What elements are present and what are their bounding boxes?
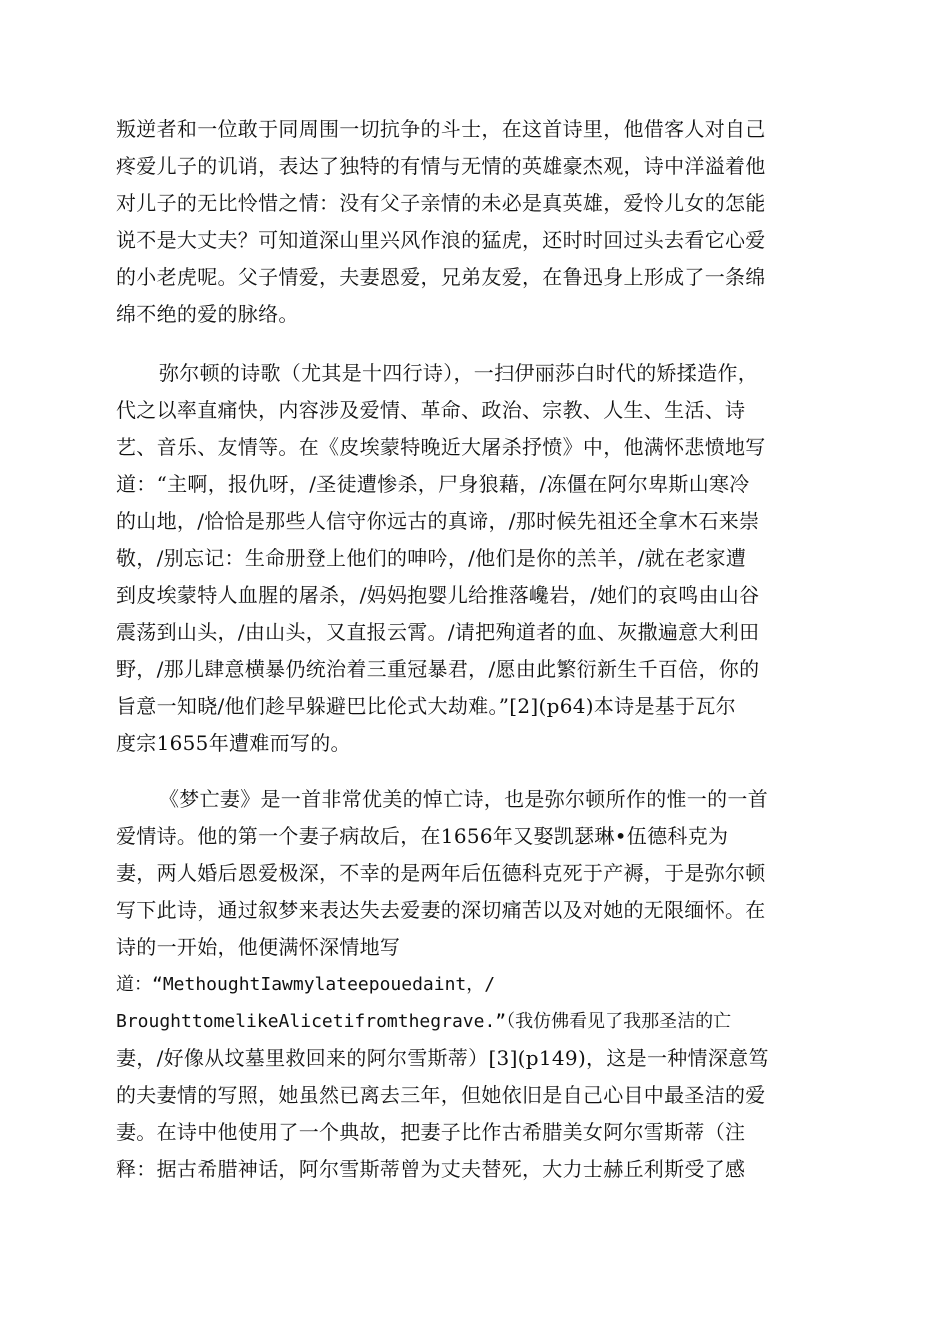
text-line: 爱情诗。他的第一个妻子病故后，在1656年又娶凯瑟琳•伍德科克为 [116,824,729,848]
text-line: 的山地，/恰恰是那些人信守你远古的真谛，/那时候先祖还全拿木石来崇 [116,509,760,533]
text-line: 道：“主啊，报仇呀，/圣徒遭惨杀，尸身狼藉，/冻僵在阿尔卑斯山寒冷 [116,472,750,496]
text-line: 到皮埃蒙特人血腥的屠杀，/妈妈抱婴儿给推落巉岩，/她们的哀鸣由山谷 [116,583,760,607]
text-line: 说不是大丈夫？可知道深山里兴风作浪的猛虎，还时时回过头去看它心爱 [116,228,766,252]
text-line: 叛逆者和一位敢于同周围一切抗争的斗士，在这首诗里，他借客人对自己 [116,117,766,141]
text-line: 诗的一开始，他便满怀深情地写 [116,935,401,959]
text-line: 野，/那儿肆意横暴仍统治着三重冠暴君，/愿由此繁衍新生千百倍，你的 [116,657,760,681]
paragraph-lu-xun-love [116,111,836,333]
text-line: 《梦亡妻》是一首非常优美的悼亡诗，也是弥尔顿所作的惟一的一首 [159,787,768,811]
text-line: 代之以率直痛快，内容涉及爱情、革命、政治、宗教、人生、生活、诗 [116,398,746,422]
text-line: 度宗1655年遭难而写的。 [116,731,351,755]
text-line: 旨意一知晓/他们趁早躲避巴比伦式大劫难。”[2](p64)本诗是基于瓦尔 [116,694,736,718]
text-line: 妻，两人婚后恩爱极深，不幸的是两年后伍德科克死于产褥，于是弥尔顿 [116,861,766,885]
text-line: 写下此诗，通过叙梦来表达失去爱妻的深切痛苦以及对她的无限缅怀。在 [116,898,766,922]
text-line: 震荡到山头，/由山头，又直报云霄。/请把殉道者的血、灰撒遍意大利田 [116,620,760,644]
text-line: 弥尔顿的诗歌（尤其是十四行诗），一扫伊丽莎白时代的矫揉造作， [159,361,758,385]
text-line: 艺、音乐、友情等。在《皮埃蒙特晚近大屠杀抒愤》中，他满怀悲愤地写 [116,435,766,459]
text-line: 的夫妻情的写照，她虽然已离去三年，但她依旧是自己心目中最圣洁的爱 [116,1083,766,1107]
text-line: 妻。在诗中他使用了一个典故，把妻子比作古希腊美女阿尔雪斯蒂（注 [116,1120,746,1144]
text-line-english-quote: 道：“MethoughtIawmylateepouedaint，/ [116,974,496,995]
text-line: 妻，/好像从坟墓里救回来的阿尔雪斯蒂）[3](p149)，这是一种情深意笃 [116,1046,769,1070]
text-line: 绵不绝的爱的脉络。 [116,302,299,326]
text-line: 疼爱儿子的讥诮，表达了独特的有情与无情的英雄豪杰观，诗中洋溢着他 [116,154,766,178]
text-line: 对儿子的无比怜惜之情：没有父子亲情的未必是真英雄，爱怜儿女的怎能 [116,191,766,215]
text-line-english-quote: BroughttomelikeAlicetifromthegrave.”（我仿佛看见了我那圣洁的亡 [116,1011,732,1032]
paragraph-milton-sonnets [116,355,836,762]
paragraph-dream-of-late-wife [116,781,836,1188]
text-line: 释：据古希腊神话，阿尔雪斯蒂曾为丈夫替死，大力士赫丘利斯受了感 [116,1157,746,1181]
text-line: 敬，/别忘记：生命册登上他们的呻吟，/他们是你的羔羊，/就在老家遭 [116,546,747,570]
text-line: 的小老虎呢。父子情爱，夫妻恩爱，兄弟友爱，在鲁迅身上形成了一条绵 [116,265,766,289]
